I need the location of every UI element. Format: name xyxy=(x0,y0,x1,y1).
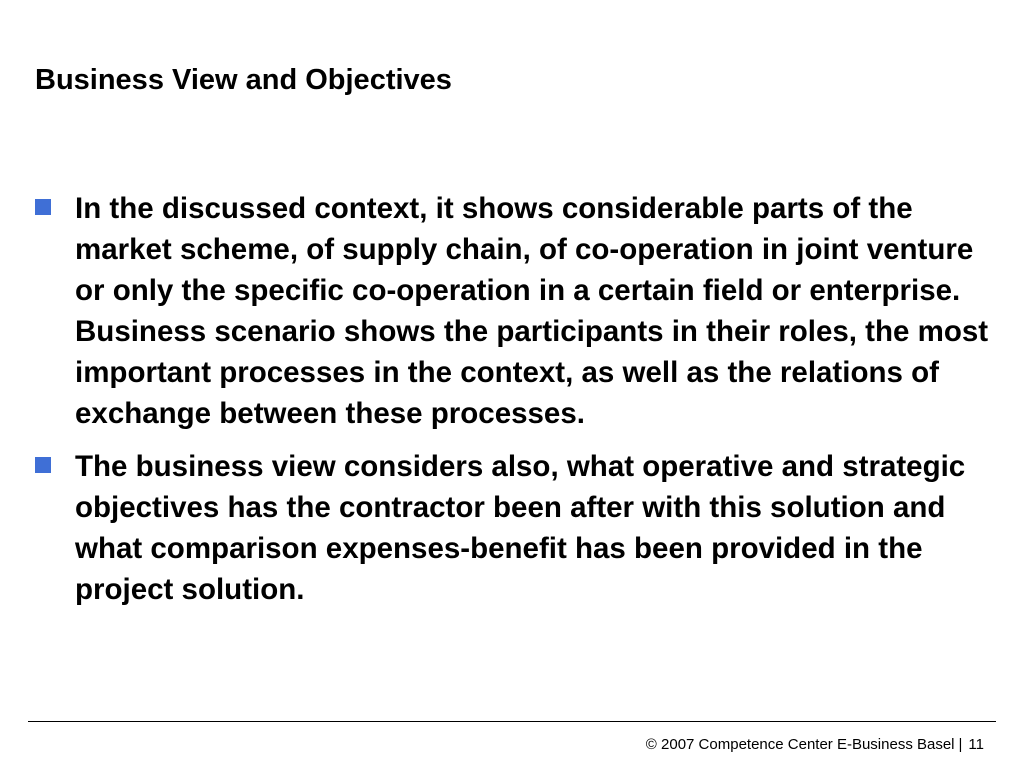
bullet-list xyxy=(30,188,995,622)
bullet-text: In the discussed context, it shows considerable parts of the market scheme, of supply chain, of co-operation in joint venture or only the specific co-operation in a certain field or enterprise. Business scenario shows the participants in their roles, the most important processes in the context, as well as the relations of exchange between these processes. xyxy=(75,192,989,430)
square-bullet-icon xyxy=(35,457,51,473)
square-bullet-icon xyxy=(35,199,51,215)
slide-title: Business View and Objectives xyxy=(35,64,452,96)
footer-separator: | xyxy=(958,736,963,753)
bullet-text: The business view considers also, what operative and strategic objectives has the contractor been after with this solution and what comparison expenses-benefit has been provided in the project solution. xyxy=(75,450,966,606)
footer-copyright: © 2007 Competence Center E-Business Basel xyxy=(645,736,955,753)
footer xyxy=(646,735,984,755)
bullet-item xyxy=(30,446,995,610)
page-number: 11 xyxy=(968,736,984,753)
bullet-item xyxy=(30,188,995,434)
footer-divider xyxy=(28,721,996,722)
